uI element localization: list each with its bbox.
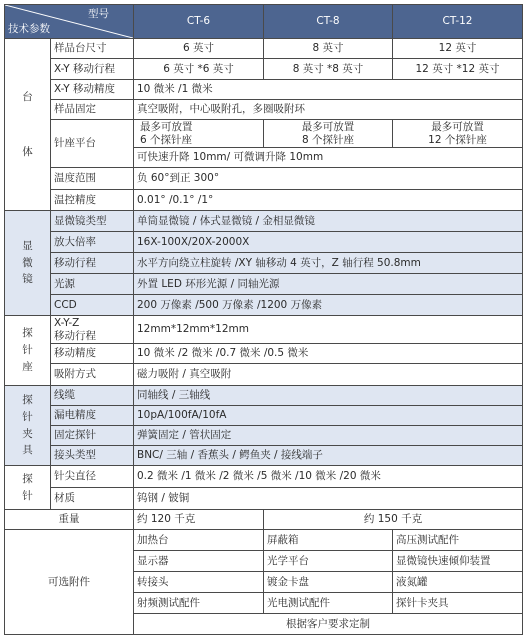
row-cable: 探 针 夹 具 线缆 同轴线 / 三轴线: [5, 386, 523, 406]
label-options: 可选附件: [5, 530, 134, 635]
row-options-2: 显示器 光学平台 显微镜快速倾仰装置: [5, 551, 523, 572]
row-temp-precision: 温控精度 0.01° /0.1° /1°: [5, 190, 523, 211]
row-magnification: 放大倍率 16X-100X/20X-2000X: [5, 232, 523, 253]
row-adsorption: 吸附方式 磁力吸附 / 真空吸附: [5, 364, 523, 386]
label-size: 样品台尺寸: [51, 39, 134, 59]
row-probe-lift: 可快速升降 10mm/ 可微调升降 10mm: [5, 148, 523, 168]
param-label: 技术参数: [8, 22, 50, 35]
section-stage: 台 体: [5, 39, 51, 211]
header-corner: [5, 5, 134, 39]
row-sample-fix: 样品固定 真空吸附，中心吸附孔，多圈吸附环: [5, 100, 523, 120]
section-probe-base: 探 针 座: [5, 316, 51, 386]
model-ct8: CT-8: [264, 5, 393, 39]
row-connector: 接头类型 BNC/ 三轴 / 香蕉头 / 鳄鱼夹 / 接线端子: [5, 446, 523, 466]
row-leakage: 漏电精度 10pA/100fA/10fA: [5, 406, 523, 426]
model-label: 型号: [88, 8, 109, 20]
header-row: [5, 5, 523, 39]
row-material: 材质 钨钢 / 铍铜: [5, 488, 523, 510]
row-fixed-probe: 固定探针 弹簧固定 / 管状固定: [5, 426, 523, 446]
row-base-precision: 移动精度 10 微米 /2 微米 /0.7 微米 /0.5 微米: [5, 344, 523, 364]
section-probe: 探 针: [5, 466, 51, 510]
row-size: 台 体 样品台尺寸 6 英寸 8 英寸 12 英寸: [5, 39, 523, 59]
row-light: 光源 外置 LED 环形光源 / 同轴光源: [5, 274, 523, 295]
spec-table: [4, 4, 523, 635]
section-probe-holder: 探 针 夹 具: [5, 386, 51, 466]
row-options-1: 可选附件 加热台 屏蔽箱 高压测试配件: [5, 530, 523, 551]
row-probe-platform: 针座平台 最多可放置 6 个探针座 最多可放置 8 个探针座 最多可放置 12 个探针座: [5, 120, 523, 148]
row-temp-range: 温度范围 负 60°到正 300°: [5, 168, 523, 190]
row-scope-travel: 移动行程 水平方向绕立柱旋转 /XY 轴移动 4 英寸，Z 轴行程 50.8mm: [5, 253, 523, 274]
row-ccd: CCD 200 万像素 /500 万像素 /1200 万像素: [5, 295, 523, 316]
row-options-4: 射频测试配件 光电测试配件 探针卡夹具: [5, 593, 523, 614]
model-ct6: CT-6: [134, 5, 264, 39]
row-weight: 重量 约 120 千克 约 150 千克: [5, 510, 523, 530]
label-weight: 重量: [5, 510, 134, 530]
spec-table-wrapper: [4, 4, 522, 635]
row-tip-diameter: 探 针 针尖直径 0.2 微米 /1 微米 /2 微米 /5 微米 /10 微米 /20 微米: [5, 466, 523, 488]
row-options-3: 转接头 镀金卡盘 液氮罐: [5, 572, 523, 593]
row-xy-travel: X-Y 移动行程 6 英寸 *6 英寸 8 英寸 *8 英寸 12 英寸 *12 英寸: [5, 59, 523, 80]
row-scope-type: 显 微 镜 显微镜类型 单筒显微镜 / 体式显微镜 / 金相显微镜: [5, 211, 523, 232]
custom-note: 根据客户要求定制: [134, 614, 523, 635]
section-microscope: 显 微 镜: [5, 211, 51, 316]
model-ct12: CT-12: [393, 5, 523, 39]
row-xy-precision: X-Y 移动精度 10 微米 /1 微米: [5, 80, 523, 100]
row-xyz-travel: 探 针 座 X-Y-Z 移动行程 12mm*12mm*12mm: [5, 316, 523, 344]
